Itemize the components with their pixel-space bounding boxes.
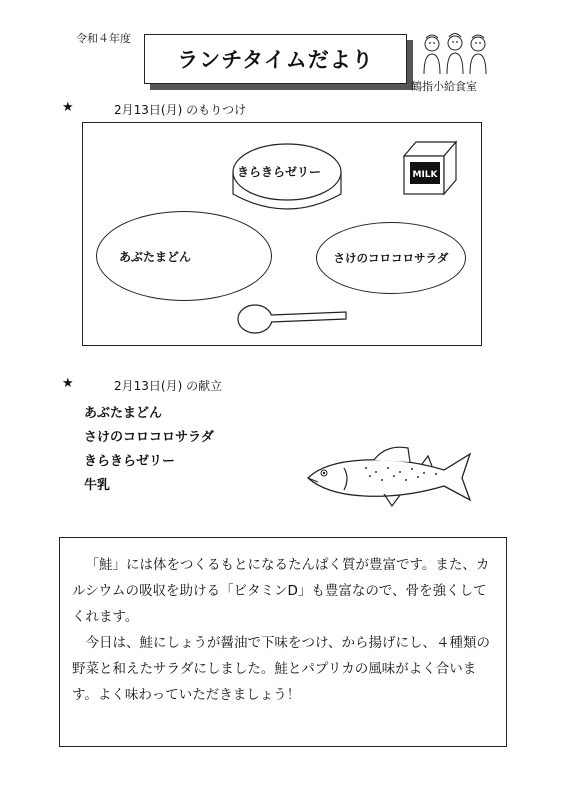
menu-item: さけのコロコロサラダ bbox=[84, 430, 214, 445]
menu-item: きらきらゼリー bbox=[84, 454, 176, 469]
note-paragraph: 今日は、鮭にしょうが醤油で下味をつけ、から揚げにし、４種類の野菜と和えたサラダにしました。鮭とパプリカの風味がよく合います。よく味わっていただきましょう！ bbox=[72, 635, 490, 703]
dish-label-udon: あぶたまどん bbox=[119, 249, 192, 264]
spoon-icon bbox=[236, 302, 348, 336]
salad-plate bbox=[316, 222, 466, 294]
dish-label-salad: さけのコロコロサラダ bbox=[333, 251, 449, 265]
milk-label: MILK bbox=[412, 170, 438, 180]
fiscal-year-label: 令和４年度 bbox=[76, 32, 131, 45]
tray-section-heading: 2月13日(月) のもりつけ bbox=[114, 103, 247, 117]
jelly-bowl bbox=[231, 142, 343, 214]
udon-bowl bbox=[96, 211, 272, 301]
star-icon: ★ bbox=[62, 100, 74, 115]
menu-section-heading: 2月13日(月) の献立 bbox=[114, 379, 223, 393]
milk-carton-icon bbox=[400, 140, 460, 196]
note-paragraph: 「鮭」には体をつくるもとになるたんぱく質が豊富です。また、カルシウムの吸収を助ける「ビタミンD」も豊富なので、骨を強くしてくれます。 bbox=[72, 557, 490, 625]
salmon-icon bbox=[304, 440, 474, 510]
newsletter-title: ランチタイムだより bbox=[177, 48, 374, 72]
dish-label-jelly: きらきらゼリー bbox=[237, 165, 322, 179]
school-kitchen-label: 鶴指小給食室 bbox=[411, 80, 477, 93]
menu-item: 牛乳 bbox=[84, 478, 111, 493]
menu-item: あぶたまどん bbox=[84, 406, 163, 421]
nutrition-note-box bbox=[59, 537, 507, 747]
chefs-illustration-icon bbox=[420, 30, 490, 74]
star-icon: ★ bbox=[62, 376, 74, 391]
title-box bbox=[144, 34, 407, 84]
